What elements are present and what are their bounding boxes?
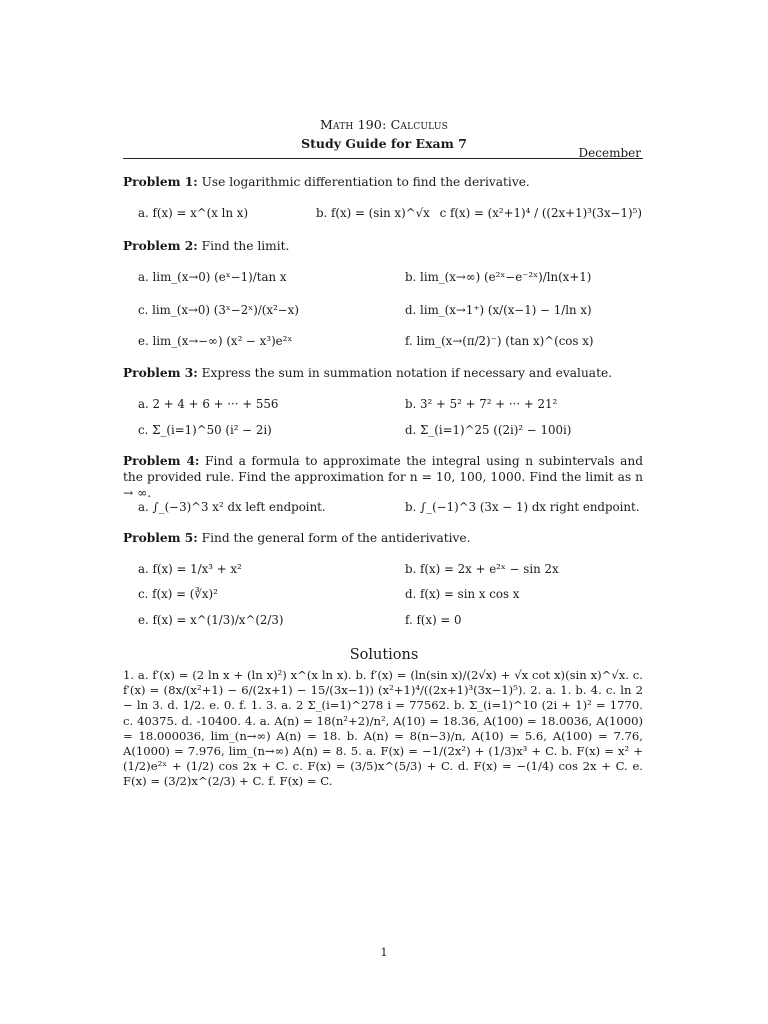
problem-1-text: Use logarithmic differentiation to find the derivative. (201, 175, 530, 189)
header-rule (123, 158, 643, 159)
problem-2-item-d: d. lim_(x→1⁺) (x/(x−1) − 1/ln x) (405, 303, 592, 317)
problem-4-label: Problem 4: (123, 454, 200, 468)
problem-1-label: Problem 1: (123, 175, 198, 189)
problem-2-text: Find the limit. (201, 239, 290, 253)
problem-3-item-b: b. 3² + 5² + 7² + ··· + 21² (405, 397, 558, 411)
problem-4-heading (123, 453, 643, 501)
course-title: Math 190: Calculus (319, 117, 449, 132)
solutions-text: 1. a. f′(x) = (2 ln x + (ln x)²) x^(x ln x). b. f′(x) = (ln(sin x)/(2√x) + √x cot x)(sin x)^√x. c. f′(x) = (8x/(x²+1) − 6/(2x+1) − 15/(3x−1)) (x²+1)⁴/((2x+1)³(3x−1)⁵). 2. a. 1. b. 4. c. ln 2 − ln 3. d. 1/2. e. 0. f. 1. 3. a. 2 Σ_(i=1)^278 i = 77562. b. Σ_(i=1)^10 (2i + 1)² = 1770. c. 40375. d. -10400. 4. a. A(n) = 18(n²+2)/n², A(10) = 18.36, A(100) = 18.0036, A(1000) = 18.000036, lim_(n→∞) A(n) = 18. b. A(n) = 8(n−3)/n, A(10) = 5.6, A(100) = 7.76, A(1000) = 7.976, lim_(n→∞) A(n) = 8. 5. a. F(x) = −1/(2x²) + (1/3)x³ + C. b. F(x) = x² + (1/2)e²ˣ + (1/2) cos 2x + C. c. F(x) = (3/5)x^(5/3) + C. d. F(x) = −(1/4) cos 2x + C. e. F(x) = (3/2)x^(2/3) + C. f. F(x) = C. (123, 668, 643, 789)
problem-2-heading (123, 239, 289, 255)
problem-3-heading (123, 366, 612, 382)
problem-5-item-f: f. f(x) = 0 (405, 613, 462, 627)
problem-4-text: Find a formula to approximate the integral using n subintervals and the provided rule. Find the approximation for n = 10, 100, 1000. Find the limit as n → ∞. (123, 454, 643, 500)
problem-5-heading (123, 531, 471, 547)
problem-3-text: Express the sum in summation notation if necessary and evaluate. (201, 366, 613, 380)
guide-title: Study Guide for Exam 7 (301, 136, 467, 151)
page-number: 1 (380, 946, 388, 959)
solutions-title: Solutions (349, 647, 419, 663)
problem-5-item-b: b. f(x) = 2x + e²ˣ − sin 2x (405, 562, 559, 576)
problem-3-label: Problem 3: (123, 366, 198, 380)
problem-3-item-a: a. 2 + 4 + 6 + ··· + 556 (138, 397, 279, 411)
problem-1-item-b: b. f(x) = (sin x)^√x (316, 206, 430, 220)
problem-2-item-e: e. lim_(x→−∞) (x² − x³)e²ˣ (138, 334, 293, 348)
problem-1-heading (123, 175, 530, 191)
problem-5-item-e: e. f(x) = x^(1/3)/x^(2/3) (138, 613, 284, 627)
problem-2-item-a: a. lim_(x→0) (eˣ−1)/tan x (138, 270, 287, 284)
problem-1-item-c: c f(x) = (x²+1)⁴ / ((2x+1)³(3x−1)⁵) (439, 206, 642, 220)
problem-2-item-b: b. lim_(x→∞) (e²ˣ−e⁻²ˣ)/ln(x+1) (405, 270, 592, 284)
problem-5-text: Find the general form of the antiderivative. (201, 531, 471, 545)
problem-2-item-f: f. lim_(x→(π/2)⁻) (tan x)^(cos x) (405, 334, 594, 348)
problem-5-label: Problem 5: (123, 531, 198, 545)
problem-5-item-c: c. f(x) = (∛x)² (138, 587, 218, 601)
problem-5-item-a: a. f(x) = 1/x³ + x² (138, 562, 242, 576)
problem-4-item-b: b. ∫_(−1)^3 (3x − 1) dx right endpoint. (405, 500, 640, 514)
problem-2-label: Problem 2: (123, 239, 198, 253)
problem-3-item-d: d. Σ_(i=1)^25 ((2i)² − 100i) (405, 423, 572, 437)
problem-3-item-c: c. Σ_(i=1)^50 (i² − 2i) (138, 423, 272, 437)
problem-1-item-a: a. f(x) = x^(x ln x) (138, 206, 249, 220)
problem-4-item-a: a. ∫_(−3)^3 x² dx left endpoint. (138, 500, 326, 514)
problem-2-item-c: c. lim_(x→0) (3ˣ−2ˣ)/(x²−x) (138, 303, 299, 317)
date-label: December (578, 146, 641, 160)
problem-5-item-d: d. f(x) = sin x cos x (405, 587, 520, 601)
